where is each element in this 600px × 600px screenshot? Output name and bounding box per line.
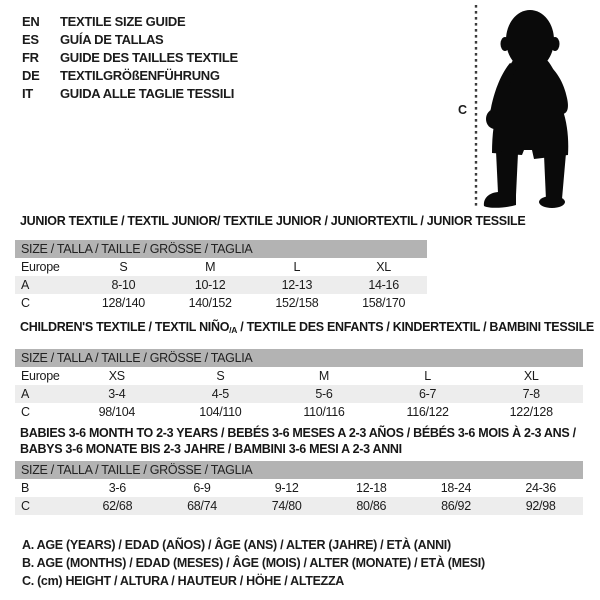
- column-header-cell: S: [216, 369, 225, 383]
- language-title-list: [22, 13, 238, 103]
- children-table-section: [15, 320, 594, 421]
- column-header-cell: XL: [376, 260, 391, 274]
- row-label-cell: C: [21, 296, 30, 310]
- size-header-bar: SIZE / TALLA / TAILLE / GRÖSSE / TAGLIA: [15, 240, 427, 258]
- column-header-row: [15, 258, 427, 276]
- size-value-cell: 6-9: [193, 481, 211, 495]
- size-value-cell: 140/152: [188, 296, 232, 310]
- column-header-cell: S: [119, 260, 128, 274]
- language-row: [22, 85, 238, 103]
- size-value-cell: 12-13: [281, 278, 313, 292]
- size-header-bar: SIZE / TALLA / TAILLE / GRÖSSE / TAGLIA: [15, 349, 583, 367]
- guide-title: TEXTILGRÖßENFÜHRUNG: [60, 68, 220, 83]
- size-value-cell: 128/140: [101, 296, 145, 310]
- guide-title: GUIDE DES TAILLES TEXTILE: [60, 50, 238, 65]
- column-header-row: [15, 367, 583, 385]
- height-measure-label: C: [458, 103, 468, 117]
- size-value-cell: 7-8: [522, 387, 540, 401]
- size-value-cell: 158/170: [362, 296, 406, 310]
- size-value-cell: 14-16: [368, 278, 399, 292]
- size-value-cell: 104/110: [199, 405, 242, 419]
- baby-body-shape: [484, 10, 568, 208]
- language-code: EN: [22, 14, 40, 29]
- size-value-cell: 116/122: [406, 405, 449, 419]
- row-label-cell: B: [21, 481, 30, 495]
- table-title-subscript: /A: [229, 325, 238, 335]
- language-row: [22, 67, 238, 85]
- babies-table-section: [15, 425, 583, 515]
- size-value-cell: 8-10: [111, 278, 136, 292]
- column-header-cell: Europe: [21, 260, 60, 274]
- table-title-line1: BABIES 3-6 MONTH TO 2-3 YEARS / BEBÉS 3-6 MESES A 2-3 AÑOS / BÉBÉS 3-6 MOIS À 2-3 ANS /: [20, 426, 576, 440]
- guide-title: GUÍA DE TALLAS: [60, 32, 164, 47]
- footnote-line: B. AGE (MONTHS) / EDAD (MESES) / ÂGE (MOIS) / ALTER (MONATE) / ETÀ (MESI): [22, 556, 485, 570]
- table-row: [15, 479, 583, 497]
- column-header-cell: M: [205, 260, 216, 274]
- language-row: [22, 49, 238, 67]
- footnote-line: A. AGE (YEARS) / EDAD (AÑOS) / ÂGE (ANS) / ALTER (JAHRE) / ETÀ (ANNI): [22, 538, 451, 552]
- size-table: [15, 479, 583, 515]
- column-header-cell: XL: [523, 369, 539, 383]
- table-title: JUNIOR TEXTILE / TEXTIL JUNIOR/ TEXTILE JUNIOR / JUNIORTEXTIL / JUNIOR TESSILE: [20, 214, 526, 228]
- guide-title: GUIDA ALLE TAGLIE TESSILI: [60, 86, 235, 101]
- column-header-cell: M: [318, 369, 330, 383]
- table-row: [15, 497, 583, 515]
- table-title-text: CHILDREN'S TEXTILE / TEXTIL NIÑO: [20, 320, 230, 334]
- size-value-cell: 152/158: [275, 296, 319, 310]
- size-table: [15, 258, 427, 312]
- size-header-bar: SIZE / TALLA / TAILLE / GRÖSSE / TAGLIA: [15, 461, 583, 479]
- table-row: [15, 385, 583, 403]
- size-value-cell: 62/68: [102, 499, 133, 513]
- size-value-cell: 92/98: [525, 499, 556, 513]
- guide-title: TEXTILE SIZE GUIDE: [60, 14, 186, 29]
- size-value-cell: 6-7: [418, 387, 437, 401]
- size-table: [15, 367, 583, 421]
- language-code: ES: [22, 32, 39, 47]
- junior-table-section: [15, 214, 526, 312]
- footnote-line: C. (cm) HEIGHT / ALTURA / HAUTEUR / HÖHE / ALTEZZA: [22, 574, 345, 588]
- size-value-cell: 122/128: [509, 405, 553, 419]
- size-value-cell: 80/86: [356, 499, 387, 513]
- size-value-cell: 18-24: [440, 481, 472, 495]
- table-row: [15, 403, 583, 421]
- size-value-cell: 3-4: [108, 387, 126, 401]
- row-label-cell: A: [21, 278, 30, 292]
- row-label-cell: C: [21, 405, 30, 419]
- size-value-cell: 9-12: [274, 481, 299, 495]
- table-title-line2: BABYS 3-6 MONATE BIS 2-3 JAHRE / BAMBINI 3-6 MESI A 2-3 ANNI: [20, 442, 402, 456]
- size-value-cell: 10-12: [194, 278, 226, 292]
- row-label-cell: A: [21, 387, 30, 401]
- language-row: [22, 31, 238, 49]
- column-header-cell: L: [424, 369, 431, 383]
- footnotes: [22, 536, 485, 590]
- language-row: [22, 13, 238, 31]
- size-value-cell: 3-6: [108, 481, 126, 495]
- table-title-text: / TEXTILE DES ENFANTS / KINDERTEXTIL / BAMBINI TESSILE: [237, 320, 594, 334]
- table-row: [15, 276, 427, 294]
- column-header-cell: L: [293, 260, 301, 274]
- size-value-cell: 86/92: [441, 499, 471, 513]
- baby-silhouette-icon: [450, 3, 600, 213]
- size-value-cell: 12-18: [356, 481, 387, 495]
- size-value-cell: 4-5: [211, 387, 229, 401]
- size-value-cell: 5-6: [315, 387, 333, 401]
- column-header-cell: XS: [108, 369, 125, 383]
- size-value-cell: 68/74: [187, 499, 217, 513]
- size-value-cell: 24-36: [525, 481, 556, 495]
- language-code: IT: [22, 86, 33, 101]
- size-value-cell: 74/80: [271, 499, 302, 513]
- row-label-cell: C: [21, 499, 30, 513]
- table-row: [15, 294, 427, 312]
- size-value-cell: 98/104: [98, 405, 136, 419]
- table-title: [15, 320, 594, 337]
- column-header-cell: Europe: [21, 369, 60, 383]
- size-value-cell: 110/116: [303, 405, 345, 419]
- language-code: FR: [22, 50, 39, 65]
- language-code: DE: [22, 68, 40, 83]
